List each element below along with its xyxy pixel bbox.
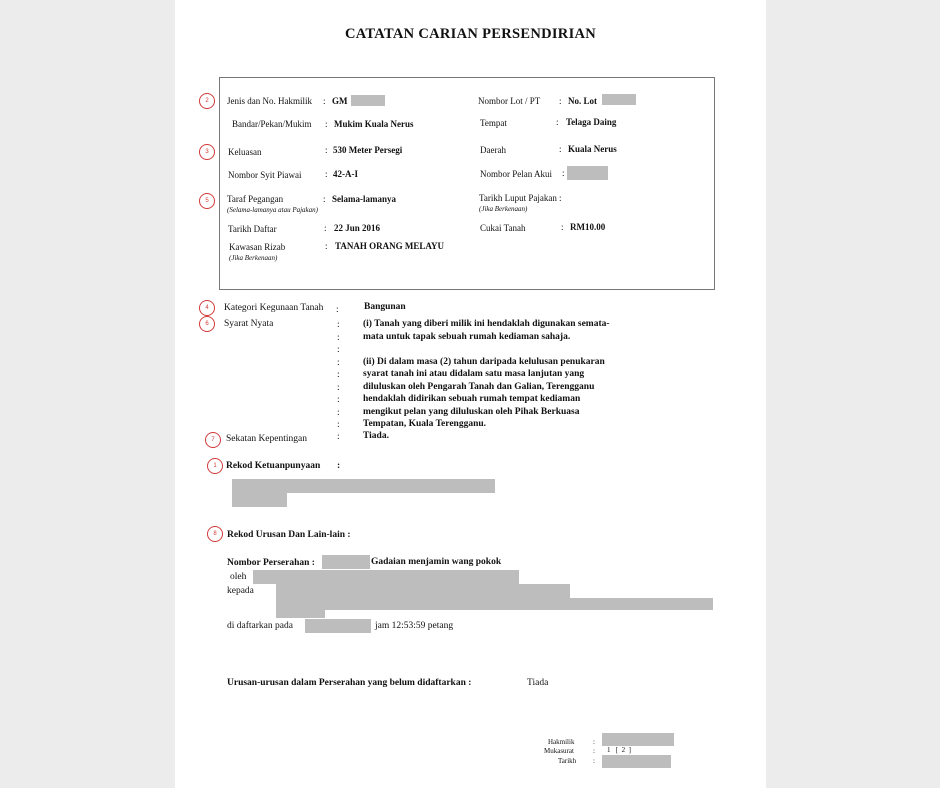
colon: : <box>337 432 340 442</box>
cukai-tanah-label: Cukai Tanah <box>480 223 526 233</box>
kawasan-rizab-note: (Jika Berkenaan) <box>229 254 278 262</box>
rekod-urusan-label: Rekod Urusan Dan Lain-lain : <box>227 530 351 540</box>
marker-4: 4 <box>199 300 215 316</box>
syarat-line: hendaklah didirikan sebuah rumah tempat kediaman <box>363 394 581 404</box>
bandar-value: Mukim Kuala Nerus <box>334 119 414 129</box>
footer-hakmilik-label: Hakmilik <box>548 738 575 746</box>
kawasan-rizab-value: TANAH ORANG MELAYU <box>335 241 445 251</box>
taraf-pegangan-note: (Selama-lamanya atau Pajakan) <box>227 206 318 214</box>
nombor-lot-value: No. Lot <box>568 96 597 106</box>
redacted-chargee-line-2 <box>276 598 713 610</box>
redacted-footer-hakmilik <box>602 733 674 746</box>
syarat-nyata-label: Syarat Nyata <box>224 319 274 329</box>
redacted-owner-id <box>232 493 287 507</box>
marker-1: 1 <box>207 458 223 474</box>
keluasan-value: 530 Meter Persegi <box>333 145 403 155</box>
nombor-perserahan-label: Nombor Perserahan : <box>227 558 315 568</box>
marker-5: 5 <box>199 193 215 209</box>
colon: : <box>593 747 595 755</box>
syarat-line: (ii) Di dalam masa (2) tahun daripada kelulusan penukaran <box>363 356 605 367</box>
rekod-ketuanpunyaan-label: Rekod Ketuanpunyaan <box>226 461 321 471</box>
kawasan-rizab-label: Kawasan Rizab <box>229 242 286 252</box>
redacted-perserahan-number <box>322 555 370 569</box>
colon: : <box>559 193 562 203</box>
colon: : <box>323 96 326 106</box>
kategori-label: Kategori Kegunaan Tanah <box>224 303 324 313</box>
syit-piawai-label: Nombor Syit Piawai <box>228 170 302 180</box>
colon: : <box>325 145 328 155</box>
sekatan-value: Tiada. <box>363 431 389 441</box>
redacted-daftar-date <box>305 619 371 633</box>
redacted-hakmilik-number <box>351 95 385 106</box>
kategori-value: Bangunan <box>364 302 406 312</box>
tempat-label: Tempat <box>480 118 507 128</box>
colon: : <box>559 144 562 154</box>
title-info-box <box>219 77 715 290</box>
jenis-hakmilik-label: Jenis dan No. Hakmilik <box>227 96 312 106</box>
bandar-label: Bandar/Pekan/Mukim <box>232 119 312 129</box>
colon: : <box>556 117 559 127</box>
tarikh-daftar-value: 22 Jun 2016 <box>334 223 381 233</box>
syarat-line: diluluskan oleh Pengarah Tanah dan Galian, Terengganu <box>363 381 595 392</box>
urusan-belum-value: Tiada <box>527 678 549 688</box>
colon: : <box>325 241 328 251</box>
tarikh-daftar-label: Tarikh Daftar <box>228 224 277 234</box>
didaftarkan-label: di daftarkan pada <box>227 621 293 631</box>
colon: : <box>593 757 595 765</box>
colon: : <box>324 223 327 233</box>
marker-7: 7 <box>205 432 221 448</box>
syarat-line: mata untuk tapak sebuah rumah kediaman sahaja. <box>363 331 571 342</box>
jenis-hakmilik-value: GM <box>332 96 348 106</box>
document-page <box>175 0 766 788</box>
redacted-lot-number <box>602 94 636 105</box>
footer-tarikh-label: Tarikh <box>558 757 577 765</box>
syit-piawai-value: 42-A-I <box>333 169 358 179</box>
redacted-chargee-line-1 <box>276 584 570 598</box>
colon: : <box>593 738 595 746</box>
redacted-chargor <box>253 570 519 584</box>
oleh-label: oleh <box>230 572 247 582</box>
daerah-value: Kuala Nerus <box>568 144 617 154</box>
colon: : <box>325 169 328 179</box>
marker-2: 2 <box>199 93 215 109</box>
taraf-pegangan-value: Selama-lamanya <box>332 194 396 204</box>
marker-8: 8 <box>207 526 223 542</box>
redacted-chargee-line-3 <box>276 610 325 618</box>
taraf-pegangan-label: Taraf Pegangan <box>227 194 284 204</box>
colon: : <box>337 461 341 471</box>
redacted-owner-name <box>232 479 495 493</box>
sekatan-label: Sekatan Kepentingan <box>226 434 307 444</box>
cukai-tanah-value: RM10.00 <box>570 222 606 232</box>
syarat-line: Tempatan, Kuala Terengganu. <box>363 419 487 429</box>
perserahan-description: Gadaian menjamin wang pokok <box>371 557 502 567</box>
luput-pajakan-note: (Jika Berkenaan) <box>479 205 528 213</box>
syarat-line: mengikut pelan yang diluluskan oleh Pihak Berkuasa <box>363 406 580 417</box>
nombor-lot-label: Nombor Lot / PT <box>478 96 541 106</box>
footer-mukasurat-label: Mukasurat <box>544 747 574 755</box>
keluasan-label: Keluasan <box>228 147 262 157</box>
tempat-value: Telaga Daing <box>566 117 617 127</box>
kepada-label: kepada <box>227 586 254 596</box>
marker-3: 3 <box>199 144 215 160</box>
colon: : <box>562 168 565 178</box>
colon: : <box>323 194 326 204</box>
colon: : <box>336 305 339 315</box>
marker-6: 6 <box>199 316 215 332</box>
footer-mukasurat-value: 1 [ 2 ] <box>607 746 631 754</box>
pelan-akui-label: Nombor Pelan Akui <box>480 169 552 179</box>
luput-pajakan-label: Tarikh Luput Pajakan <box>479 193 557 203</box>
colon: : <box>559 96 562 106</box>
daerah-label: Daerah <box>480 145 506 155</box>
syarat-colon-column: : : : : : : : : : <box>337 320 340 430</box>
document-title: CATATAN CARIAN PERSENDIRIAN <box>344 26 597 42</box>
syarat-line: (i) Tanah yang diberi milik ini hendaklah digunakan semata- <box>363 319 610 329</box>
syarat-line: syarat tanah ini atau didalam satu masa lanjutan yang <box>363 369 585 379</box>
urusan-belum-label: Urusan-urusan dalam Perserahan yang belum didaftarkan : <box>227 678 472 688</box>
redacted-pelan-akui <box>567 166 608 180</box>
colon: : <box>561 222 564 232</box>
daftar-time: jam 12:53:59 petang <box>375 621 454 631</box>
colon: : <box>325 119 328 129</box>
redacted-footer-tarikh <box>602 755 671 768</box>
